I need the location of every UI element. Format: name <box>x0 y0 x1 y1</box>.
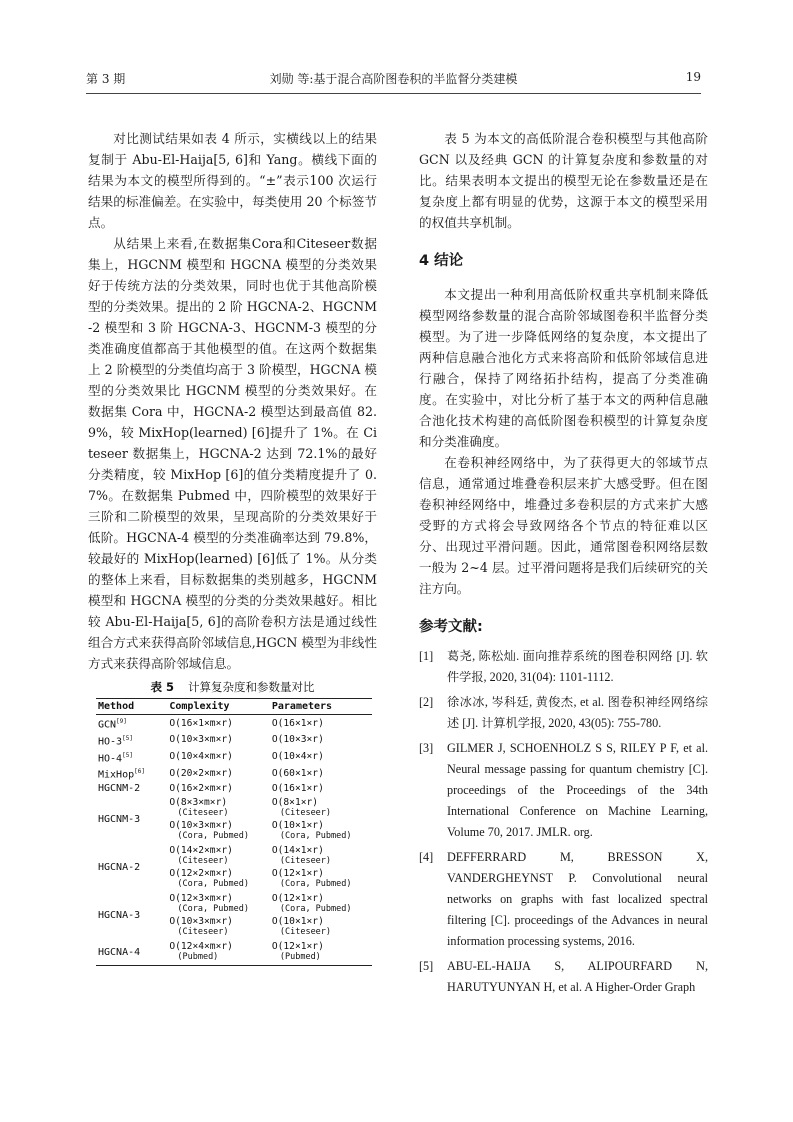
parameters-cell <box>270 844 372 892</box>
method-cell <box>96 715 167 732</box>
page-number: 19 <box>685 70 701 84</box>
complexity-line: (Citeseer) <box>177 856 229 867</box>
method-name: HO-4 <box>98 752 123 764</box>
complexity-line: (Cora, Pubmed) <box>177 831 250 842</box>
citation-ref: [5] <box>122 751 133 759</box>
reference-item <box>419 738 708 843</box>
reference-text: 徐冰冰, 岑科廷, 黄俊杰, et al. 图卷积神经网络综述 [J]. 计算机学报, 2020, 43(05): 755-780. <box>447 695 708 730</box>
table-row <box>96 892 372 940</box>
reference-text: DEFFERRARD M, BRESSON X, VANDERGHEYNST P. Convolutional neural networks on graphs with fast localized spectral filtering [C]. proceedings of the Advances in neural information processing systems, 2016. <box>447 850 708 948</box>
citation-ref: [6] <box>134 768 145 776</box>
complexity-cell <box>167 782 270 796</box>
method-cell <box>96 796 167 844</box>
complexity-cell <box>167 749 270 766</box>
parameters-cell <box>270 892 372 940</box>
method-name: HGCNM-3 <box>98 814 141 826</box>
complexity-cell <box>167 765 270 782</box>
table-header-row <box>96 699 372 715</box>
complexity-line: O(12×2×m×r) <box>169 867 233 879</box>
complexity-cell <box>167 732 270 749</box>
complexity-table <box>96 698 372 966</box>
table-row <box>96 844 372 892</box>
paragraph: 本文提出一种利用高低阶权重共享机制来降低模型网络参数量的混合高阶邻域图卷积半监督分类模型。为了进一步降低网络的复杂度，本文提出了两种信息融合池化方式来将高阶和低阶邻域信息进行融合，保持了网络拓扑结构，提高了分类准确度。在实验中，对比分析了基于本文的两种信息融合池化技术构建的高低阶图卷积模型的计算复杂度和分类准确度。 <box>419 287 708 449</box>
parameters-cell <box>270 732 372 749</box>
reference-item <box>419 692 708 734</box>
complexity-cell <box>167 715 270 732</box>
parameters-cell <box>270 782 372 796</box>
table-row <box>96 796 372 844</box>
reference-item <box>419 847 708 952</box>
table-row <box>96 749 372 766</box>
complexity-line: O(14×2×m×r) <box>169 844 233 856</box>
citation-ref: [5] <box>122 734 133 742</box>
parameters-line: O(10×4×r) <box>271 751 324 763</box>
complexity-line: O(8×3×m×r) <box>169 796 228 808</box>
parameters-line: O(12×1×r) <box>271 940 324 952</box>
complexity-line: O(16×1×m×r) <box>169 717 233 729</box>
parameters-line: O(10×1×r) <box>271 915 324 927</box>
parameters-cell <box>270 796 372 844</box>
method-cell <box>96 749 167 766</box>
method-cell <box>96 765 167 782</box>
paragraph: 从结果上来看,在数据集Cora和Citeseer数据集上，HGCNM 模型和 HGCNA 模型的分类效果好于传统方法的分类效果，同时也优于其他高阶模型的分类效果。提出的 2 阶 HGCNA-2、HGCNM-2 模型和 3 阶 HGCNA-3、HGCNM-3 模型的分类准确度值都高于其他模型的值。在这两个数据集上 2 阶模型的分类值均高于 3 阶模型，HGCNA 模型的分类效果比 HGCNM 模型的分类效果好。在数据集 Cora 中，HGCNA-2 模型达到最高值 82.9%，较 MixHop(learned) [6]提升了 1%。在 Citeseer 数据集上，HGCNA-2 达到 72.1%的最好分类精度，较 MixHop [6]的值分类精度提升了 0.7%。在数据集 Pubmed 中，四阶模型的效果好于三阶和二阶模型的效果，呈现高阶的分类效果好于低阶。HGCNA-4 模型的分类准确率达到 79.8%，较最好的 MixHop(learned) [6]低了 1%。从分类的整体上来看，目标数据集的类别越多，HGCNM 模型和 HGCNA 模型的分类的分类效果越好。相比较 Abu-El-Haija[5, 6]的高阶卷积方法是通过线性组合方式来获得高阶邻域信息,HGCN 模型为非线性方式来获得高阶邻域信息。 <box>88 236 377 671</box>
parameters-line: O(10×3×r) <box>271 734 324 746</box>
reference-item <box>419 646 708 688</box>
complexity-line: O(20×2×m×r) <box>169 768 233 780</box>
complexity-line: O(12×3×m×r) <box>169 892 233 904</box>
column-header: Parameters <box>270 699 372 715</box>
reference-number: [2] <box>419 695 434 709</box>
method-cell <box>96 940 167 966</box>
reference-text: GILMER J, SCHOENHOLZ S S, RILEY P F, et al. Neural message passing for quantum chemistry [C]. proceedings of the Proceedings of the 34th International Conference on Machine Learning, Volume 70, 2017. JMLR. org. <box>447 741 708 839</box>
issue-number: 第 3 期 <box>86 72 126 86</box>
parameters-line: (Pubmed) <box>279 952 321 963</box>
method-cell <box>96 844 167 892</box>
complexity-cell <box>167 940 270 966</box>
parameters-cell <box>270 715 372 732</box>
complexity-line: O(12×4×m×r) <box>169 940 233 952</box>
left-column <box>88 128 377 674</box>
parameters-line: (Cora, Pubmed) <box>279 904 352 915</box>
header-rule <box>86 93 701 94</box>
parameters-line: O(60×1×r) <box>271 768 324 780</box>
table-row <box>96 940 372 966</box>
complexity-line: (Citeseer) <box>177 808 229 819</box>
reference-text: ABU-EL-HAIJA S, ALIPOURFARD N, HARUTYUNYAN H, et al. A Higher-Order Graph <box>447 959 708 994</box>
table-row <box>96 715 372 732</box>
method-name: HGCNM-2 <box>98 783 141 795</box>
citation-ref: [9] <box>116 718 127 725</box>
parameters-cell <box>270 765 372 782</box>
section-heading: 4 结论 <box>419 253 464 269</box>
method-cell <box>96 732 167 749</box>
method-cell <box>96 782 167 796</box>
running-header <box>86 70 701 92</box>
reference-number: [3] <box>419 741 434 755</box>
method-name: GCN <box>98 719 117 731</box>
parameters-line: O(16×1×r) <box>271 717 324 729</box>
table-body <box>96 715 372 966</box>
method-name: HO-3 <box>98 736 123 748</box>
complexity-cell <box>167 844 270 892</box>
reference-number: [5] <box>419 959 434 973</box>
parameters-line: O(16×1×r) <box>271 783 324 795</box>
paragraph: 对比测试结果如表 4 所示，实横线以上的结果复制于 Abu-El-Haija[5, 6]和 Yang。横线下面的结果为本文的模型所得到的。“±”表示100 次运行结果的标准偏差。在实验中，每类使用 20 个标签节点。 <box>88 131 377 230</box>
references-heading: 参考文献: <box>419 619 483 635</box>
parameters-line: (Citeseer) <box>279 808 332 819</box>
parameters-line: (Cora, Pubmed) <box>279 831 352 842</box>
complexity-line: (Pubmed) <box>177 952 219 963</box>
method-name: HGCNA-2 <box>98 862 141 874</box>
complexity-line: O(10×3×m×r) <box>169 819 233 831</box>
running-title: 刘勋 等:基于混合高阶图卷积的半监督分类建模 <box>269 72 518 86</box>
table-row <box>96 782 372 796</box>
complexity-line: (Citeseer) <box>177 927 229 938</box>
column-header: Method <box>96 699 167 715</box>
column-header: Complexity <box>167 699 270 715</box>
table-caption-label: 表 5 <box>150 680 174 694</box>
complexity-line: O(10×3×m×r) <box>169 734 233 746</box>
reference-list <box>419 646 708 998</box>
complexity-line: O(16×2×m×r) <box>169 783 233 795</box>
table-row <box>96 765 372 782</box>
parameters-cell <box>270 749 372 766</box>
table-row <box>96 732 372 749</box>
method-cell <box>96 892 167 940</box>
reference-item <box>419 956 708 998</box>
parameters-line: (Citeseer) <box>279 927 332 938</box>
method-name: MixHop <box>98 769 135 781</box>
complexity-line: O(10×4×m×r) <box>169 751 233 763</box>
parameters-line: O(10×1×r) <box>271 819 324 831</box>
right-column <box>419 128 708 1002</box>
method-name: HGCNA-3 <box>98 910 141 922</box>
complexity-line: O(10×3×m×r) <box>169 915 233 927</box>
paragraph: 表 5 为本文的高低阶混合卷积模型与其他高阶 GCN 以及经典 GCN 的计算复杂度和参数量的对比。结果表明本文提出的模型无论在参数量还是在复杂度上都有明显的优势，这源于本文的模型采用的权值共享机制。 <box>419 131 708 230</box>
paragraph: 在卷积神经网络中，为了获得更大的邻域节点信息，通常通过堆叠卷积层来扩大感受野。但在图卷积神经网络中，堆叠过多卷积层的方式来扩大感受野的方式将会导致网络各个节点的特征难以区分、出现过平滑问题。因此，通常图卷积网络层数一般为 2~4 层。过平滑问题将是我们后续研究的关注方向。 <box>419 455 708 596</box>
reference-number: [1] <box>419 649 434 663</box>
complexity-line: (Cora, Pubmed) <box>177 879 250 890</box>
table-caption <box>88 679 377 695</box>
complexity-cell <box>167 796 270 844</box>
complexity-cell <box>167 892 270 940</box>
reference-text: 葛尧, 陈松灿. 面向推荐系统的图卷积网络 [J]. 软件学报, 2020, 31(04): 1101-1112. <box>447 649 708 684</box>
parameters-line: O(14×1×r) <box>271 844 324 856</box>
parameters-line: O(8×1×r) <box>271 796 319 808</box>
parameters-cell <box>270 940 372 966</box>
complexity-line: (Cora, Pubmed) <box>177 904 250 915</box>
parameters-line: O(12×1×r) <box>271 867 324 879</box>
reference-number: [4] <box>419 850 434 864</box>
parameters-line: (Citeseer) <box>279 856 332 867</box>
parameters-line: (Cora, Pubmed) <box>279 879 352 890</box>
method-name: HGCNA-4 <box>98 946 141 958</box>
parameters-line: O(12×1×r) <box>271 892 324 904</box>
table-caption-text: 计算复杂度和参数量对比 <box>188 680 315 694</box>
